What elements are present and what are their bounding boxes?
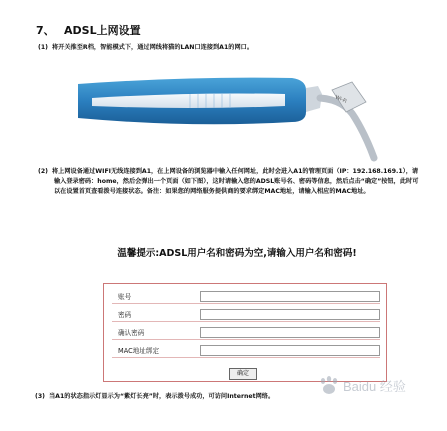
tip-text: 温馨提示:ADSL用户名和密码为空,请输入用户名和密码! <box>117 248 357 259</box>
step-1 <box>38 43 439 53</box>
form-row-account <box>112 290 380 304</box>
step-1-number: (1) <box>38 44 48 51</box>
form-row-password <box>112 308 380 322</box>
submit-button[interactable]: 确定 <box>229 368 257 380</box>
step-3-number: (3) <box>35 393 45 400</box>
step-3-text: 当A1的状态指示灯显示为“紫灯长亮”时，表示拨号成功，可访问Internet网络。 <box>49 393 275 400</box>
step-1-text: 将开关推至R档，智能模式下，通过网线将猫的LAN口连接到A1的网口。 <box>52 44 254 51</box>
step-2-text: 将上网设备通过WIFI无线连接到A1，在上网设备的浏览器中输入任何网址，此时会进入A1的管理页面（IP：192.168.169.1），请输入登录密码：home，然后会弹出一个页面（如下图），这时请输入您的ADSL账号名、密码等信息，然后点击“确定”按钮，此时可以在设置首页查看拨号连接状态。备注：如果您的网络服务提供商的要求绑定MAC地址，请输入相应的MAC地址。 <box>52 168 419 195</box>
password-input[interactable] <box>200 309 380 320</box>
watermark-text: Baidu 经验 <box>343 379 406 394</box>
section-title: ADSL上网设置 <box>64 24 141 37</box>
mac-input[interactable] <box>200 345 380 356</box>
account-label: 账号 <box>118 293 132 301</box>
password-label: 密码 <box>118 311 132 319</box>
paw-icon <box>321 376 337 394</box>
step-2-number: (2) <box>38 168 48 175</box>
watermark-logo <box>313 373 433 401</box>
confirm-password-input[interactable] <box>200 327 380 338</box>
confirm-password-label: 确认密码 <box>118 329 145 337</box>
device-brand-text: Wi-Fi <box>334 94 348 105</box>
router-device-image <box>70 72 380 162</box>
section-heading <box>36 22 141 38</box>
section-number: 7、 <box>36 24 55 37</box>
form-row-mac <box>112 344 380 358</box>
account-input[interactable] <box>200 291 380 302</box>
form-row-confirm-password <box>112 326 380 340</box>
adsl-form <box>103 283 387 382</box>
mac-label: MAC地址绑定 <box>118 347 160 355</box>
step-2 <box>38 167 420 197</box>
